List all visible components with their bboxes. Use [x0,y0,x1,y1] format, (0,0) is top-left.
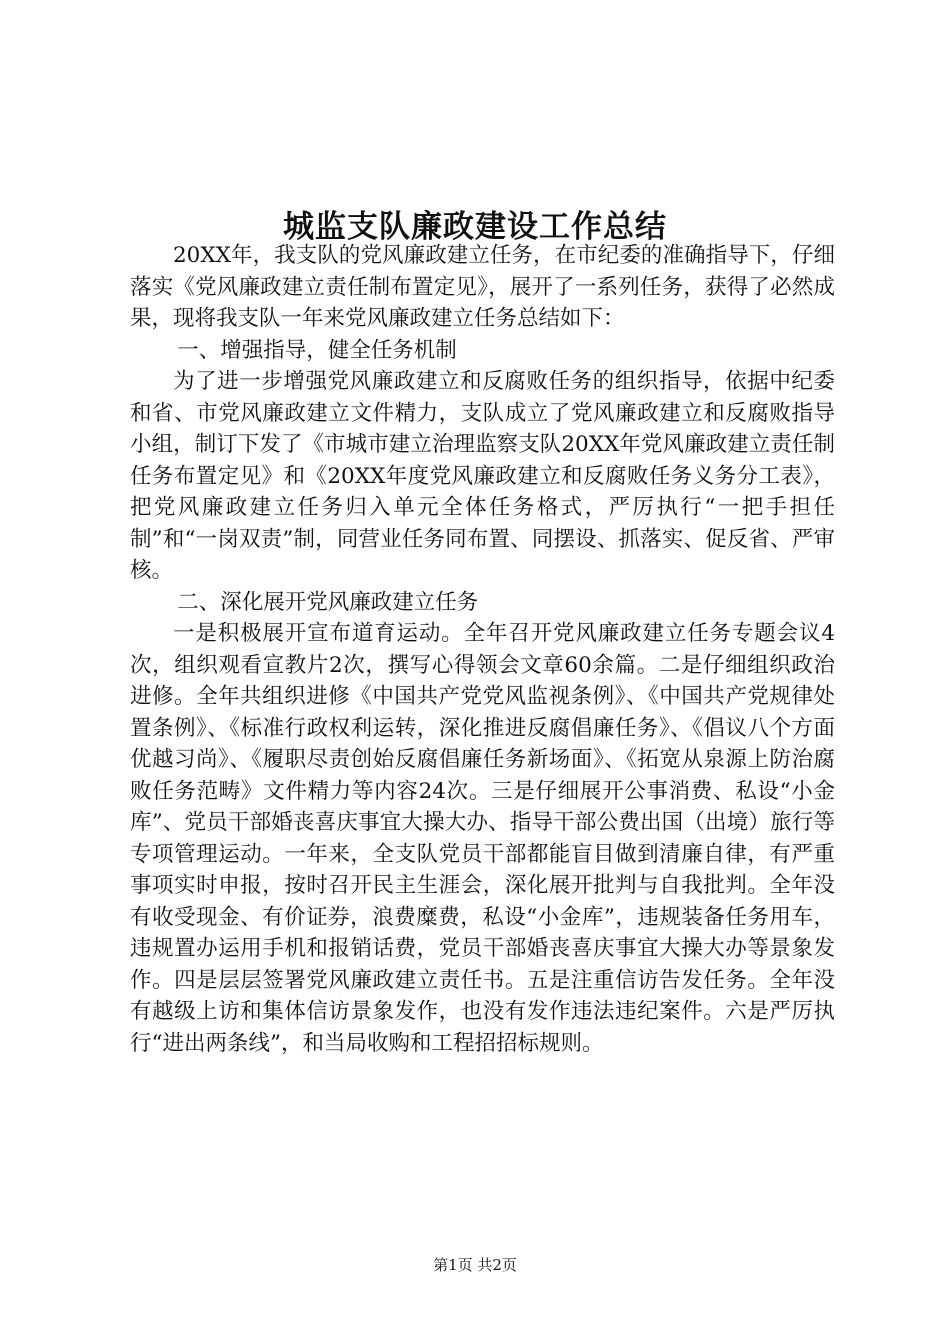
section-heading-2: 二、深化展开党风廉政建立任务 [177,589,479,615]
intro-paragraph: 20XX年，我支队的党风廉政建立任务，在市纪委的准确指导下，仔细落实《党风廉政建立责任制布置定见》，展开了一系列任务，获得了必然成果，现将我支队一年来党风廉政建立任务总结如下： [130,243,835,331]
document-body [130,240,835,1059]
document-title: 城监支队廉政建设工作总结 [283,208,667,245]
page-footer: 第1页 共2页 [433,1256,517,1274]
section-1-paragraph: 为了进一步增强党风廉政建立和反腐败任务的组织指导，依据中纪委和省、市党风廉政建立文件精力，支队成立了党风廉政建立和反腐败指导小组，制订下发了《市城市建立治理监察支队20XX年党风廉政建立责任制任务布置定见》和《20XX年度党风廉政建立和反腐败任务义务分工表》，把党风廉政建立任务归入单元全体任务格式，严厉执行“一把手担任制”和“一岗双责”制，同营业任务同布置、同摆设、抓落实、促反省、严审核。 [130,369,835,583]
section-heading-1: 一、增强指导，健全任务机制 [177,337,457,363]
section-2-paragraph: 一是积极展开宣布道育运动。全年召开党风廉政建立任务专题会议4次，组织观看宣教片2次，撰写心得领会文章60余篇。二是仔细组织政治进修。全年共组织进修《中国共产党党风监视条例》、《中国共产党规律处置条例》、《标准行政权利运转，深化推进反腐倡廉任务》、《倡议八个方面优越习尚》、《履职尽责创始反腐倡廉任务新场面》、《拓宽从泉源上防治腐败任务范畴》文件精力等内容24次。三是仔细展开公事消费、私设“小金库”、党员干部婚丧喜庆事宜大操大办、指导干部公费出国（出境）旅行等专项管理运动。一年来，全支队党员干部都能盲目做到清廉自律，有严重事项实时申报，按时召开民主生涯会，深化展开批判与自我批判。全年没有收受现金、有价证券，浪费糜费，私设“小金库”，违规装备任务用车，违规置办运用手机和报销话费，党员干部婚丧喜庆事宜大操大办等景象发作。四是层层签署党风廉政建立责任书。五是注重信访告发任务。全年没有越级上访和集体信访景象发作，也没有发作违法违纪案件。六是严厉执行“进出两条线”，和当局收购和工程招招标规则。 [130,621,835,1056]
